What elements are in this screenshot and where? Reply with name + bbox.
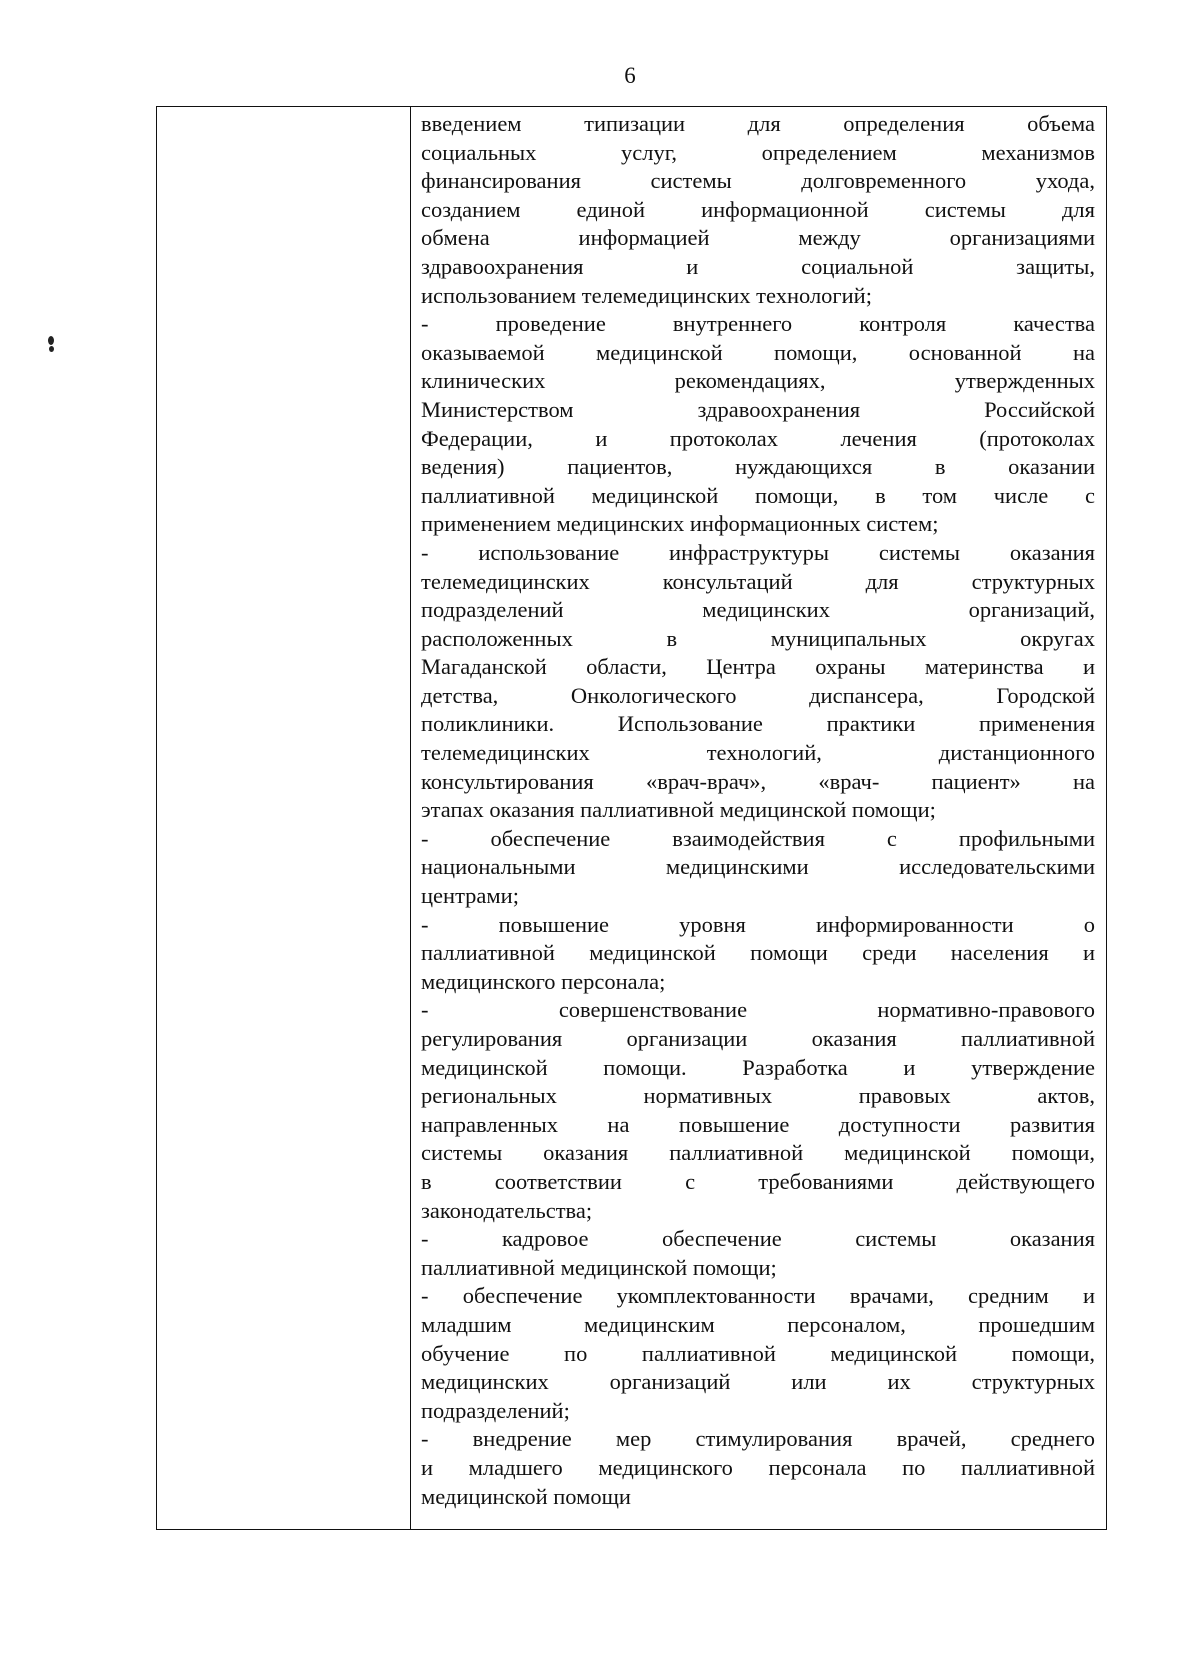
text-line: - обеспечение укомплектованности врачами, средним и xyxy=(421,1283,1095,1309)
text-paragraph xyxy=(421,110,1095,310)
text-paragraph xyxy=(421,996,1095,1225)
text-line: направленных на повышение доступности развития xyxy=(421,1111,1095,1137)
text-line: - обеспечение взаимодействия с профильными xyxy=(421,825,1095,851)
text-line: национальными медицинскими исследовательскими xyxy=(421,854,1095,880)
text-line: медицинского персонала; xyxy=(421,968,666,994)
text-line: здравоохранения и социальной защиты, xyxy=(421,253,1095,279)
text-line: этапах оказания паллиативной медицинской помощи; xyxy=(421,797,936,823)
text-line: Федерации, и протоколах лечения (протоколах xyxy=(421,425,1095,451)
text-line: - внедрение мер стимулирования врачей, среднего xyxy=(421,1426,1095,1452)
scan-speck xyxy=(49,346,54,352)
text-line: - кадровое обеспечение системы оказания xyxy=(421,1226,1095,1252)
text-line: в соответствии с требованиями действующего xyxy=(421,1168,1095,1194)
table-left-cell xyxy=(157,107,411,1529)
text-line: обмена информацией между организациями xyxy=(421,225,1095,251)
text-paragraph xyxy=(421,539,1095,825)
text-line: - совершенствование нормативно-правового xyxy=(421,997,1095,1023)
text-line: финансирования системы долговременного ухода, xyxy=(421,168,1095,194)
text-line: ведения) пациентов, нуждающихся в оказании xyxy=(421,454,1095,480)
text-line: телемедицинских консультаций для структурных xyxy=(421,568,1095,594)
text-line: медицинской помощи. Разработка и утверждение xyxy=(421,1054,1095,1080)
text-line: регулирования организации оказания паллиативной xyxy=(421,1026,1095,1051)
text-line: младшим медицинским персоналом, прошедшим xyxy=(421,1311,1095,1337)
text-line: региональных нормативных правовых актов, xyxy=(421,1083,1095,1109)
text-line: поликлиники. Использование практики применения xyxy=(421,711,1095,737)
text-line: и младшего медицинского персонала по паллиативной xyxy=(421,1454,1095,1480)
text-line: Министерством здравоохранения Российской xyxy=(421,396,1095,422)
text-line: клинических рекомендациях, утвержденных xyxy=(421,368,1095,394)
text-line: - использование инфраструктуры системы оказания xyxy=(421,539,1095,565)
text-line: паллиативной медицинской помощи, в том числе с xyxy=(421,482,1095,508)
text-line: подразделений; xyxy=(421,1397,570,1423)
scan-speck xyxy=(48,336,54,345)
document-table xyxy=(156,106,1107,1530)
text-line: социальных услуг, определением механизмов xyxy=(421,139,1095,165)
text-line: - проведение внутреннего контроля качества xyxy=(421,311,1095,337)
page-number: 6 xyxy=(624,63,636,88)
text-line: системы оказания паллиативной медицинской помощи, xyxy=(421,1140,1095,1166)
text-line: телемедицинских технологий, дистанционного xyxy=(421,740,1095,766)
text-paragraph xyxy=(421,1425,1095,1511)
text-line: обучение по паллиативной медицинской помощи, xyxy=(421,1340,1095,1366)
text-paragraph xyxy=(421,825,1095,911)
text-line: медицинских организаций или их структурных xyxy=(421,1369,1095,1395)
text-paragraph xyxy=(421,911,1095,997)
table-right-cell xyxy=(421,110,1095,1511)
text-line: детства, Онкологического диспансера, Городской xyxy=(421,682,1095,708)
text-line: расположенных в муниципальных округах xyxy=(421,625,1095,651)
text-line: Магаданской области, Центра охраны материнства и xyxy=(421,654,1095,680)
text-line: медицинской помощи xyxy=(421,1483,631,1509)
text-line: оказываемой медицинской помощи, основанной на xyxy=(421,339,1095,365)
text-line: использованием телемедицинских технологий; xyxy=(421,282,872,308)
text-line: паллиативной медицинской помощи; xyxy=(421,1254,777,1280)
text-line: введением типизации для определения объема xyxy=(421,111,1095,136)
text-line: созданием единой информационной системы для xyxy=(421,196,1095,222)
text-paragraph xyxy=(421,1282,1095,1425)
text-line: паллиативной медицинской помощи среди населения и xyxy=(421,940,1095,966)
text-line: консультирования «врач-врач», «врач- пациент» на xyxy=(421,768,1095,794)
text-line: подразделений медицинских организаций, xyxy=(421,597,1095,623)
text-line: законодательства; xyxy=(421,1197,593,1223)
text-paragraph xyxy=(421,1225,1095,1282)
text-paragraph xyxy=(421,310,1095,539)
text-line: центрами; xyxy=(421,883,519,909)
text-line: применением медицинских информационных систем; xyxy=(421,511,939,537)
text-line: - повышение уровня информированности о xyxy=(421,911,1095,937)
